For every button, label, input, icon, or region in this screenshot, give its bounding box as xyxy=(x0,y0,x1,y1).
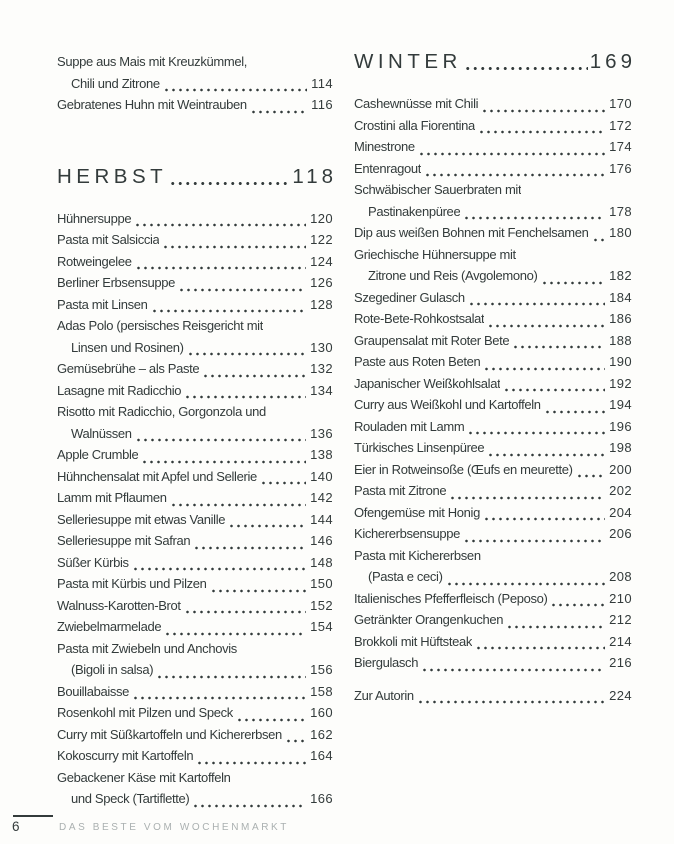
dot-leader xyxy=(141,460,306,464)
toc-entry xyxy=(57,662,333,684)
toc-entry-title: Pasta mit Linsen xyxy=(57,296,148,312)
toc-entry-title: Kichererbsensuppe xyxy=(354,526,461,541)
dot-leader xyxy=(170,503,306,507)
toc-column-right xyxy=(354,50,636,709)
toc-entry-page: 132 xyxy=(310,361,333,376)
toc-entry-title: Getränkter Orangenkuchen xyxy=(354,612,504,627)
toc-entry xyxy=(57,641,333,663)
toc-entry xyxy=(57,705,333,727)
toc-entry-title: Pasta mit Kürbis und Pilzen xyxy=(57,576,207,591)
toc-entry xyxy=(57,555,333,577)
dot-leader xyxy=(132,567,306,571)
toc-entry-title: (Pasta e ceci) xyxy=(368,569,443,584)
toc-entry-title: Japanischer Weißkohlsalat xyxy=(354,375,501,391)
toc-entry-title: Rosenkohl mit Pilzen und Speck xyxy=(57,705,233,720)
toc-entry-title: Ofengemüse mit Honig xyxy=(354,504,480,520)
toc-entry xyxy=(57,576,333,598)
toc-entry-page: 160 xyxy=(310,705,333,720)
toc-entry-title: Griechische Hühnersuppe mit xyxy=(354,246,516,262)
toc-entry-page: 148 xyxy=(310,554,333,570)
toc-entry-title: Kokoscurry mit Kartoffeln xyxy=(57,748,194,763)
toc-entry-title: Pastinakenpüree xyxy=(368,203,461,219)
toc-entry xyxy=(57,426,333,448)
toc-entry-list-intro xyxy=(57,54,333,119)
toc-entry xyxy=(354,161,632,183)
toc-entry-title: Entenragout xyxy=(354,160,421,176)
toc-entry-title: Italienisches Pfefferfleisch (Peposo) xyxy=(354,590,548,606)
toc-entry-page: 212 xyxy=(609,612,632,627)
toc-entry xyxy=(354,397,632,419)
dot-leader xyxy=(592,238,606,242)
toc-entry-page: 204 xyxy=(609,504,632,520)
toc-entry-title: Rouladen mit Lamm xyxy=(354,418,465,434)
toc-entry xyxy=(57,469,333,491)
dot-leader xyxy=(541,281,606,285)
toc-entry xyxy=(354,462,632,484)
dot-leader xyxy=(449,496,605,500)
toc-entry xyxy=(354,204,632,226)
toc-entry-page: 140 xyxy=(310,468,333,484)
toc-entry-title: Suppe aus Mais mit Kreuzkümmel, xyxy=(57,54,248,69)
dot-leader xyxy=(463,216,605,220)
toc-entry-page: 164 xyxy=(310,748,333,763)
toc-entry xyxy=(354,634,632,656)
dot-leader xyxy=(478,130,605,134)
dot-leader xyxy=(184,610,306,614)
toc-entry-page: 178 xyxy=(609,203,632,219)
dot-leader xyxy=(503,388,605,392)
toc-entry-list-herbst xyxy=(57,211,333,813)
toc-entry-title: Türkisches Linsenpüree xyxy=(354,440,485,455)
toc-entry xyxy=(354,688,632,710)
toc-entry-title: Graupensalat mit Roter Bete xyxy=(354,332,510,348)
dot-leader xyxy=(487,324,605,328)
toc-entry xyxy=(57,512,333,534)
toc-entry xyxy=(354,526,632,548)
toc-entry-page: 116 xyxy=(311,97,333,112)
toc-entry xyxy=(57,490,333,512)
dot-leader xyxy=(464,66,588,71)
toc-entry xyxy=(57,254,333,276)
dot-leader xyxy=(421,668,605,672)
toc-entry-title: und Speck (Tartiflette) xyxy=(71,791,190,806)
section-title: HERBST xyxy=(57,164,168,188)
dot-leader xyxy=(187,352,307,356)
toc-entry xyxy=(354,591,632,613)
toc-entry-page: 188 xyxy=(609,332,632,348)
dot-leader xyxy=(134,223,306,227)
toc-entry xyxy=(354,440,632,462)
toc-entry xyxy=(57,404,333,426)
section-header-winter xyxy=(354,50,636,76)
toc-entry-title: Pasta mit Salsiccia xyxy=(57,232,160,247)
toc-entry xyxy=(354,354,632,376)
toc-entry-page: 156 xyxy=(310,662,333,677)
toc-entry-title: Curry mit Süßkartoffeln und Kichererbsen xyxy=(57,726,282,742)
toc-entry xyxy=(354,96,632,118)
toc-entry-page: 150 xyxy=(310,576,333,591)
toc-entry xyxy=(354,655,632,677)
dot-leader xyxy=(236,718,306,722)
dot-leader xyxy=(162,245,306,249)
toc-entry xyxy=(57,275,333,297)
toc-entry xyxy=(354,225,632,247)
toc-entry-title: Berliner Erbsensuppe xyxy=(57,275,176,290)
toc-entry xyxy=(57,54,333,76)
toc-entry-page: 138 xyxy=(310,447,333,462)
toc-entry-title: Curry aus Weißkohl und Kartoffeln xyxy=(354,397,541,412)
toc-entry-page: 224 xyxy=(609,687,632,703)
toc-entry-title: Bouillabaisse xyxy=(57,683,130,699)
toc-entry-title: Gemüsebrühe – als Paste xyxy=(57,361,200,376)
toc-entry-page: 158 xyxy=(310,683,333,699)
dot-leader xyxy=(163,88,307,92)
toc-entry-page: 128 xyxy=(310,296,333,312)
toc-entry-page: 200 xyxy=(609,461,632,477)
toc-entry-title: Dip aus weißen Bohnen mit Fenchelsamen xyxy=(354,225,589,240)
dot-leader xyxy=(192,804,306,808)
toc-entry-page: 180 xyxy=(609,225,632,240)
dot-leader xyxy=(260,481,306,485)
toc-entry xyxy=(57,318,333,340)
toc-entry xyxy=(354,612,632,634)
toc-entry xyxy=(354,376,632,398)
dot-leader xyxy=(228,524,306,528)
toc-entry-page: 202 xyxy=(609,483,632,498)
page-number: 6 xyxy=(12,819,20,834)
dot-leader xyxy=(467,431,605,435)
toc-entry-page: 120 xyxy=(310,210,333,226)
toc-entry-page: 206 xyxy=(609,526,632,541)
toc-entry-title: Gebratenes Huhn mit Weintrauben xyxy=(57,97,247,112)
toc-entry-page: 162 xyxy=(310,726,333,742)
toc-entry xyxy=(57,791,333,813)
toc-entry-title: Selleriesuppe mit etwas Vanille xyxy=(57,511,226,527)
dot-leader xyxy=(132,696,306,700)
toc-entry-page: 146 xyxy=(310,533,333,548)
toc-entry xyxy=(354,268,632,290)
toc-entry-title: Pasta mit Zwiebeln und Anchovis xyxy=(57,640,237,656)
dot-leader xyxy=(156,675,306,679)
toc-entry-list-winter xyxy=(354,96,632,677)
toc-entry xyxy=(57,533,333,555)
dot-leader xyxy=(202,374,306,378)
toc-entry-page: 134 xyxy=(310,382,333,398)
dot-leader xyxy=(184,395,306,399)
toc-entry xyxy=(57,361,333,383)
toc-entry-page: 172 xyxy=(609,117,632,133)
toc-entry-page: 124 xyxy=(310,253,333,269)
toc-entry xyxy=(354,247,632,269)
dot-leader xyxy=(483,367,605,371)
toc-entry xyxy=(354,182,632,204)
toc-entry xyxy=(57,97,333,119)
toc-entry-title: Walnuss-Karotten-Brot xyxy=(57,597,181,613)
toc-entry-title: Pasta mit Zitrone xyxy=(354,483,447,498)
toc-entry xyxy=(57,76,333,98)
toc-entry xyxy=(57,727,333,749)
toc-entry-page: 136 xyxy=(310,425,333,441)
dot-leader xyxy=(512,345,605,349)
dot-leader xyxy=(487,453,605,457)
toc-entry-page: 122 xyxy=(310,232,333,247)
toc-entry xyxy=(354,419,632,441)
dot-leader xyxy=(151,309,307,313)
dot-leader xyxy=(468,302,605,306)
toc-entry xyxy=(354,505,632,527)
toc-entry-title: Walnüssen xyxy=(71,425,132,441)
toc-entry-page: 208 xyxy=(609,569,632,584)
dot-leader xyxy=(576,474,605,478)
toc-entry-page: 170 xyxy=(609,96,632,111)
toc-entry-title: Lasagne mit Radicchio xyxy=(57,382,182,398)
toc-entry xyxy=(354,569,632,591)
dot-leader xyxy=(193,546,306,550)
toc-entry-title: Apple Crumble xyxy=(57,447,139,462)
toc-entry xyxy=(57,340,333,362)
dot-leader xyxy=(550,603,605,607)
toc-entry-page: 184 xyxy=(609,289,632,305)
dot-leader xyxy=(424,173,605,177)
section-page: 118 xyxy=(292,164,337,188)
dot-leader xyxy=(164,632,306,636)
toc-entry-title: Hühnchensalat mit Apfel und Sellerie xyxy=(57,468,257,484)
toc-entry xyxy=(354,548,632,570)
dot-leader xyxy=(178,288,306,292)
dot-leader xyxy=(506,625,605,629)
toc-entry-page: 186 xyxy=(609,311,632,326)
toc-entry-title: Selleriesuppe mit Safran xyxy=(57,533,191,548)
toc-entry-page: 214 xyxy=(609,633,632,649)
section-page: 169 xyxy=(589,50,636,73)
toc-entry-title: Zwiebelmarmelade xyxy=(57,619,162,634)
toc-entry-title: Risotto mit Radicchio, Gorgonzola und xyxy=(57,404,266,419)
toc-entry-page: 176 xyxy=(609,160,632,176)
toc-entry xyxy=(57,211,333,233)
toc-entry-page: 142 xyxy=(310,490,333,505)
toc-entry-page: 152 xyxy=(310,597,333,613)
toc-entry-title: Biergulasch xyxy=(354,655,419,670)
toc-entry xyxy=(57,447,333,469)
toc-entry-title: Lamm mit Pflaumen xyxy=(57,490,167,505)
toc-entry xyxy=(57,684,333,706)
toc-entry-title: Hühnersuppe xyxy=(57,210,132,226)
toc-entry-page: 192 xyxy=(609,375,632,391)
section-header-herbst xyxy=(57,164,337,191)
toc-entry-page: 182 xyxy=(609,268,632,283)
toc-entry-title: Szegediner Gulasch xyxy=(354,289,465,305)
toc-entry-title: Paste aus Roten Beten xyxy=(354,354,481,369)
toc-entry-page: 190 xyxy=(609,354,632,369)
toc-entry xyxy=(57,598,333,620)
toc-entry xyxy=(57,297,333,319)
toc-entry-title: Minestrone xyxy=(354,139,415,154)
dot-leader xyxy=(135,266,307,270)
toc-entry-title: Brokkoli mit Hüftsteak xyxy=(354,633,473,649)
dot-leader xyxy=(250,110,307,114)
dot-leader xyxy=(169,181,290,186)
toc-entry-title: Süßer Kürbis xyxy=(57,554,129,570)
toc-entry-title: Rotweingelee xyxy=(57,253,132,269)
toc-entry-title: Crostini alla Fiorentina xyxy=(354,117,475,133)
toc-column-left xyxy=(57,54,337,813)
toc-entry-page: 194 xyxy=(609,397,632,412)
toc-entry-title: Zitrone und Reis (Avgolemono) xyxy=(368,268,538,283)
toc-entry-page: 126 xyxy=(310,275,333,290)
toc-entry-title: Pasta mit Kichererbsen xyxy=(354,547,481,563)
toc-entry-list-appendix xyxy=(354,688,632,710)
toc-entry-page: 174 xyxy=(609,139,632,154)
toc-entry-title: Schwäbischer Sauerbraten mit xyxy=(354,182,522,197)
toc-entry-title: Rote-Bete-Rohkostsalat xyxy=(354,311,485,326)
toc-entry xyxy=(57,232,333,254)
toc-entry-title: Linsen und Rosinen) xyxy=(71,339,184,355)
toc-entry-title: (Bigoli in salsa) xyxy=(71,662,154,677)
dot-leader xyxy=(483,517,605,521)
toc-entry-title: Cashewnüsse mit Chili xyxy=(354,96,479,111)
dot-leader xyxy=(417,700,605,704)
toc-entry-page: 144 xyxy=(310,511,333,527)
toc-entry xyxy=(354,139,632,161)
toc-entry xyxy=(57,770,333,792)
toc-entry-title: Gebackener Käse mit Kartoffeln xyxy=(57,769,231,785)
book-title: DAS BESTE VOM WOCHENMARKT xyxy=(59,822,290,833)
dot-leader xyxy=(418,152,605,156)
toc-entry-page: 166 xyxy=(310,791,333,806)
toc-entry-title: Zur Autorin xyxy=(354,687,414,703)
toc-entry xyxy=(354,311,632,333)
toc-entry xyxy=(354,483,632,505)
toc-entry xyxy=(354,290,632,312)
dot-leader xyxy=(285,739,306,743)
dot-leader xyxy=(475,646,605,650)
dot-leader xyxy=(446,582,606,586)
dot-leader xyxy=(135,438,306,442)
toc-entry-page: 114 xyxy=(311,75,333,91)
toc-entry xyxy=(57,383,333,405)
toc-entry xyxy=(354,118,632,140)
dot-leader xyxy=(463,539,605,543)
toc-entry-page: 210 xyxy=(609,590,632,606)
dot-leader xyxy=(196,761,306,765)
toc-entry-page: 198 xyxy=(609,440,632,455)
toc-entry-title: Eier in Rotweinsoße (Œufs en meurette) xyxy=(354,461,573,477)
toc-entry xyxy=(57,619,333,641)
section-title: WINTER xyxy=(354,50,462,73)
toc-entry-page: 216 xyxy=(609,655,632,670)
toc-entry-title: Chili und Zitrone xyxy=(71,75,160,91)
footer-rule xyxy=(13,815,53,817)
toc-entry-page: 130 xyxy=(310,339,333,355)
dot-leader xyxy=(544,410,605,414)
toc-entry-page: 196 xyxy=(609,418,632,434)
toc-entry-title: Adas Polo (persisches Reisgericht mit xyxy=(57,318,263,333)
toc-entry xyxy=(354,333,632,355)
toc-entry xyxy=(57,748,333,770)
toc-entry-page: 154 xyxy=(310,619,333,634)
dot-leader xyxy=(481,109,605,113)
dot-leader xyxy=(210,589,307,593)
